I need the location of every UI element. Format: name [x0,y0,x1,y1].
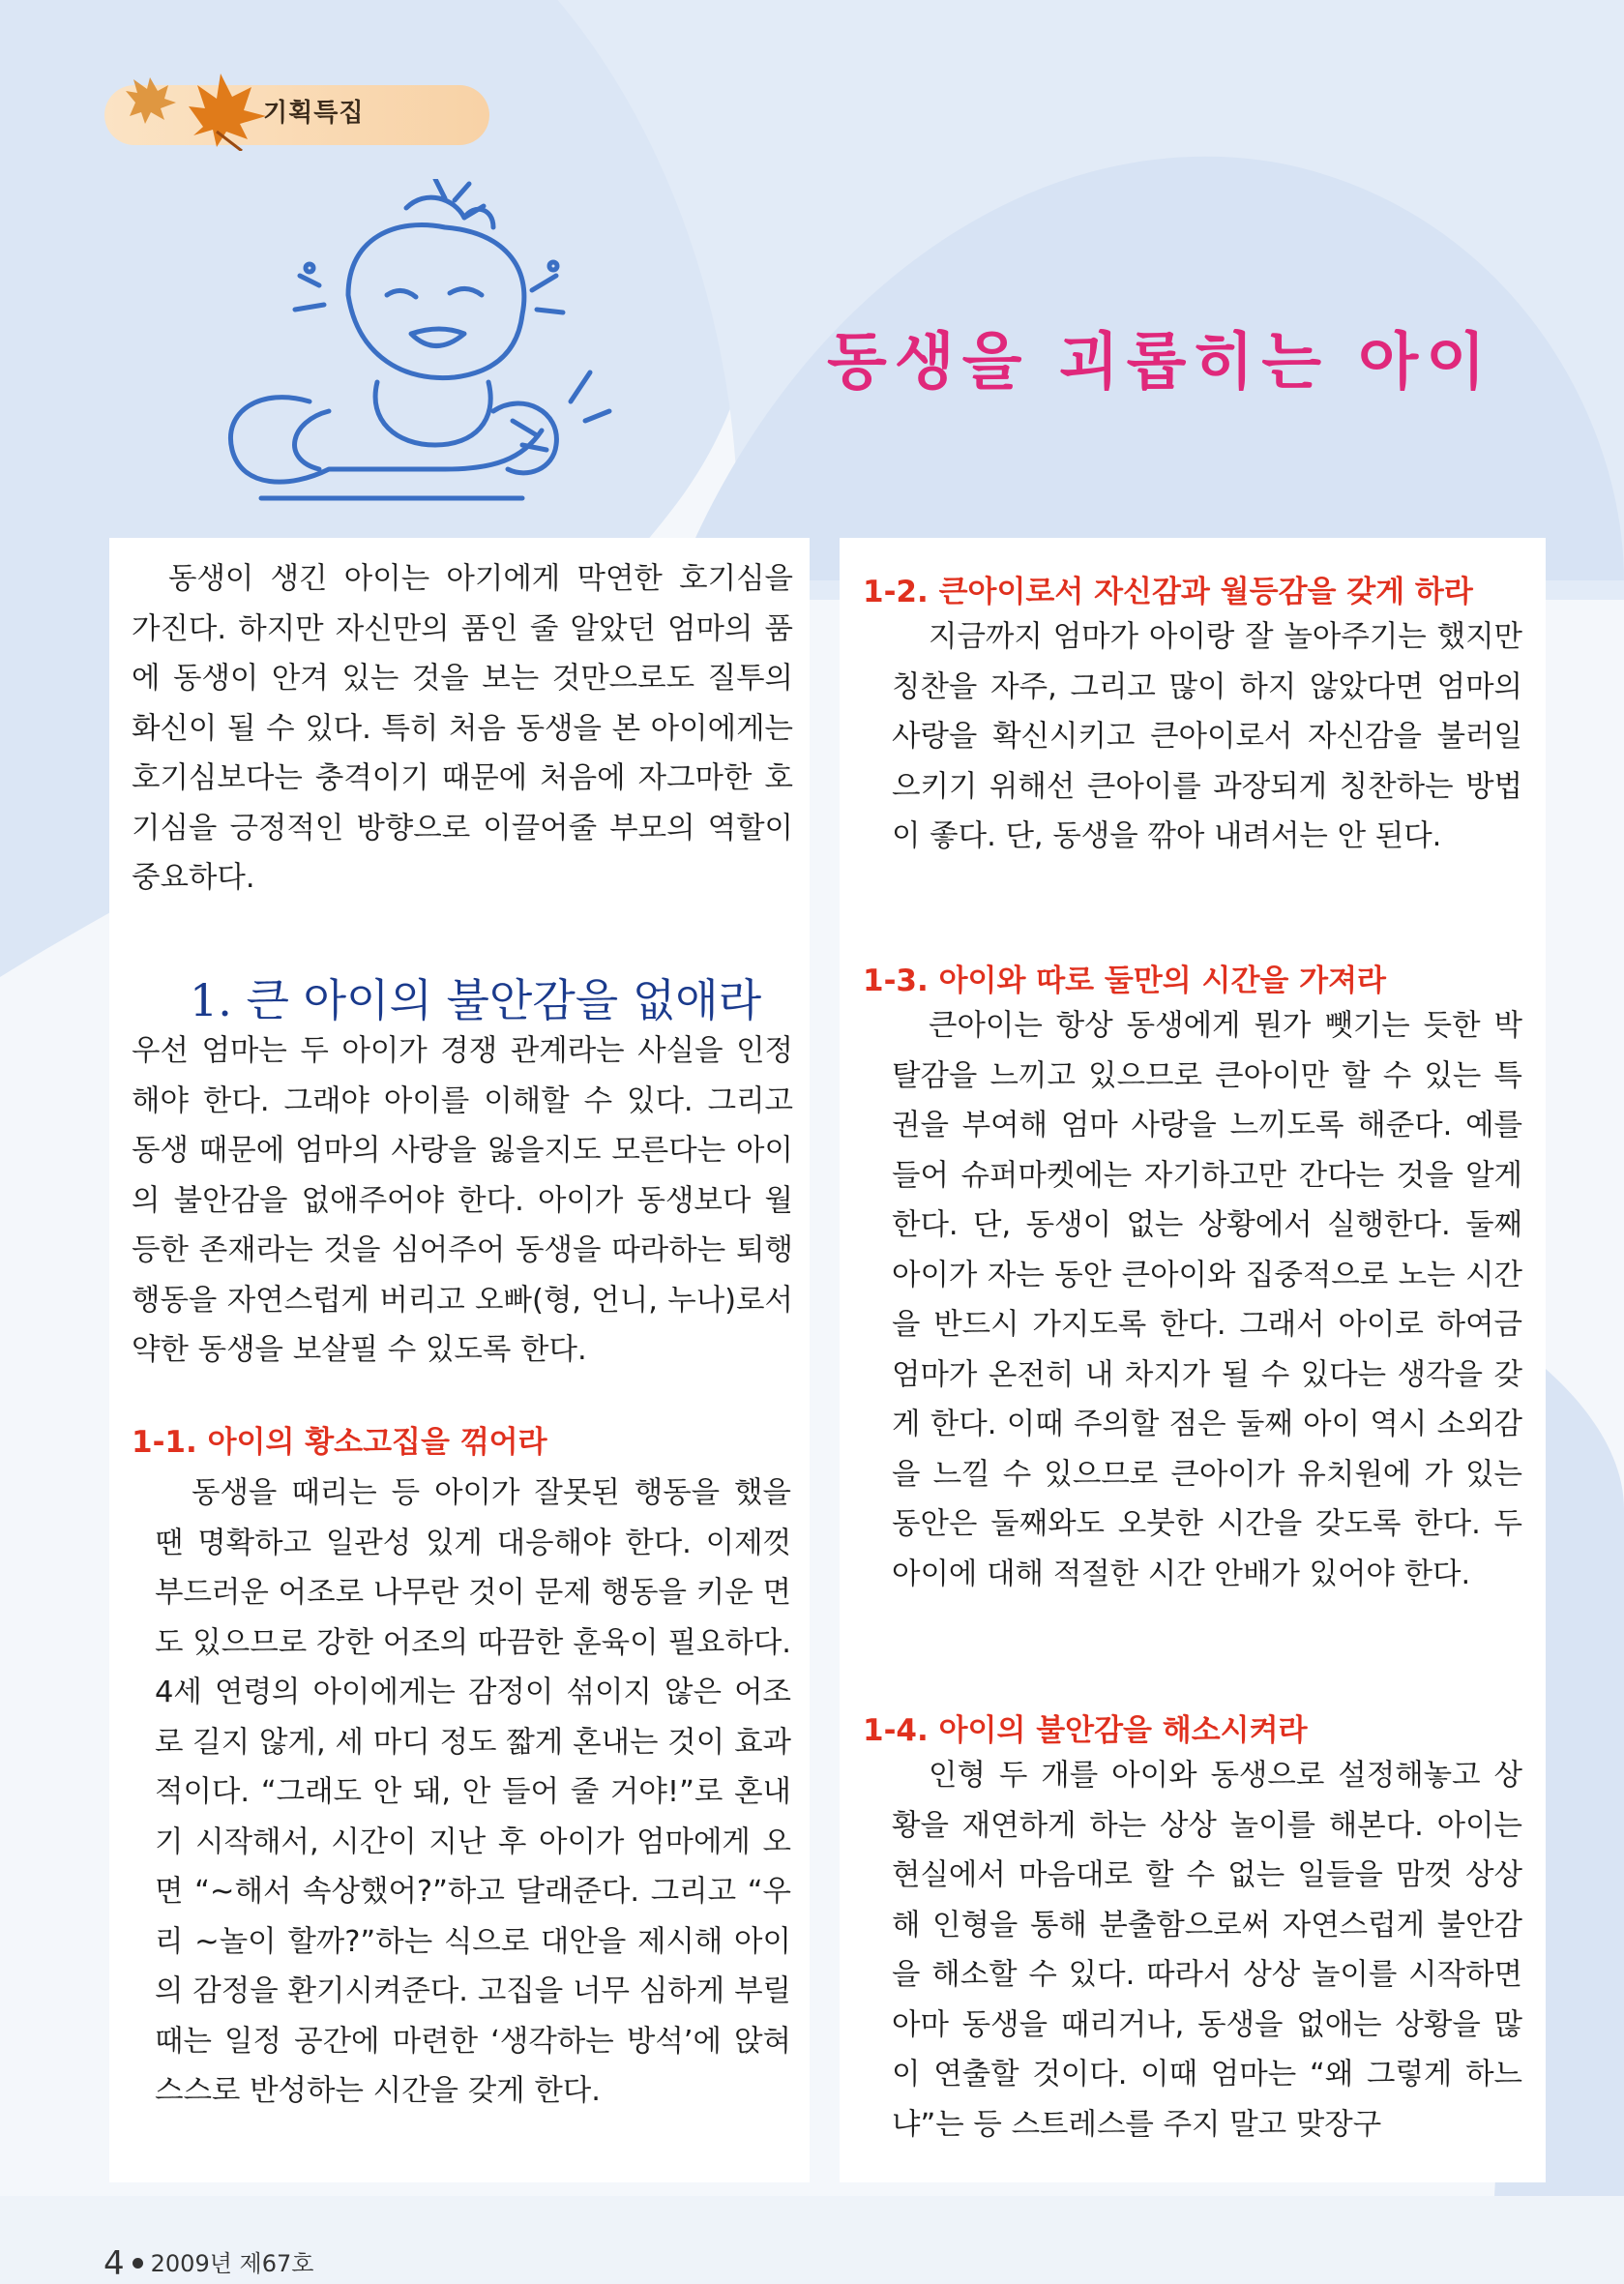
section-label: 기획특집 [263,99,365,128]
bullet-icon [133,2258,143,2269]
section1-heading: 1. 큰 아이의 불안감을 없애라 [190,974,762,1026]
intro-text: 동생이 생긴 아이는 아기에게 막연한 호기심을 가진다. 하지만 자신만의 품인 줄 알았던 엄마의 품에 동생이 안겨 있는 것을 보는 것만으로도 질투의 화신이 될 수 있다. 특히 처음 동생을 본 아이에게는 호기심보다는 충격이기 때문에 처음에 자그마한 호기심을 긍정적인 방향으로 이끌어줄 부모의 역할이 중요하다. [132,562,793,895]
issue-label: 2009년 제67호 [150,2250,314,2277]
sub1-heading: 1-1. 아이의 황소고집을 꺾어라 [132,1425,547,1460]
sub2-paragraph [892,612,1522,862]
sub2-text: 지금까지 엄마가 아이랑 잘 놀아주기는 했지만 칭찬을 자주, 그리고 많이 하지 않았다면 엄마의 사랑을 확신시키고 큰아이로서 자신감을 불러일으키기 위해선 큰아이를 과장되게 칭찬하는 방법이 좋다. 단, 동생을 깎아 내려서는 안 된다. [892,620,1522,853]
sub1-text: 동생을 때리는 등 아이가 잘못된 행동을 했을 땐 명확하고 일관성 있게 대응해야 한다. 이제껏 부드러운 어조로 나무란 것이 문제 행동을 키운 면도 있으므로 강한 어조의 따끔한 훈육이 필요하다. 4세 연령의 아이에게는 감정이 섞이지 않은 어조로 길지 않게, 세 마디 정도 짧게 혼내는 것이 효과적이다. “그래도 안 돼, 안 들어 줄 거야!”로 혼내기 시작해서, 시간이 지난 후 아이가 엄마에게 오면 “~해서 속상했어?”하고 달래준다. 그리고 “우리 ~놀이 할까?”하는 식으로 대안을 제시해 아이의 감정을 환기시켜준다. 고집을 너무 심하게 부릴 때는 일정 공간에 마련한 ‘생각하는 방석’에 앉혀 스스로 반성하는 시간을 갖게 한다. [155,1476,791,2108]
sub4-paragraph [892,1751,1522,2150]
page-number: 4 [103,2244,125,2283]
section1-text: 우선 엄마는 두 아이가 경쟁 관계라는 사실을 인정해야 한다. 그래야 아이를 이해할 수 있다. 그리고 동생 때문에 엄마의 사랑을 잃을지도 모른다는 아이의 불안감을 없애주어야 한다. 아이가 동생보다 월등한 존재라는 것을 심어주어 동생을 따라하는 퇴행 행동을 자연스럽게 버리고 오빠(형, 언니, 누나)로서 약한 동생을 보살필 수 있도록 한다. [132,1034,793,1367]
sub1-paragraph [155,1468,791,2117]
section1-paragraph [132,1026,793,1376]
sub4-heading: 1-4. 아이의 불안감을 해소시켜라 [863,1713,1308,1748]
sub3-paragraph [892,1001,1522,1599]
page-title: 동생을 괴롭히는 아이 [827,327,1493,399]
sub3-heading: 1-3. 아이와 따로 둘만의 시간을 가져라 [863,964,1386,998]
maple-leaf-icon [97,35,281,151]
sub4-text: 인형 두 개를 아이와 동생으로 설정해놓고 상황을 재연하게 하는 상상 놀이를 해본다. 아이는 현실에서 마음대로 할 수 없는 일들을 맘껏 상상해 인형을 통해 분출함으로써 자연스럽게 불안감을 해소할 수 있다. 따라서 상상 놀이를 시작하면 아마 동생을 때리거나, 동생을 없애는 상황을 많이 연출할 것이다. 이때 엄마는 “왜 그렇게 하느냐”는 등 스트레스를 주지 말고 맞장구 [892,1759,1522,2142]
sub3-text: 큰아이는 항상 동생에게 뭔가 뺏기는 듯한 박탈감을 느끼고 있으므로 큰아이만 할 수 있는 특권을 부여해 엄마 사랑을 느끼도록 해준다. 예를 들어 슈퍼마켓에는 자기하고만 간다는 것을 알게 한다. 단, 동생이 없는 상황에서 실행한다. 둘째 아이가 자는 동안 큰아이와 집중적으로 노는 시간을 반드시 가지도록 한다. 그래서 아이로 하여금 엄마가 온전히 내 차지가 될 수 있다는 생각을 갖게 한다. 이때 주의할 점은 둘째 아이 역시 소외감을 느낄 수 있으므로 큰아이가 유치원에 가 있는 동안은 둘째와도 오붓한 시간을 갖도록 한다. 두 아이에 대해 적절한 시간 안배가 있어야 한다. [892,1009,1522,1591]
intro-paragraph [132,554,793,904]
crying-child-illustration [203,179,706,537]
sub2-heading: 1-2. 큰아이로서 자신감과 월등감을 갖게 하라 [863,575,1473,609]
page-footer [103,2244,313,2283]
